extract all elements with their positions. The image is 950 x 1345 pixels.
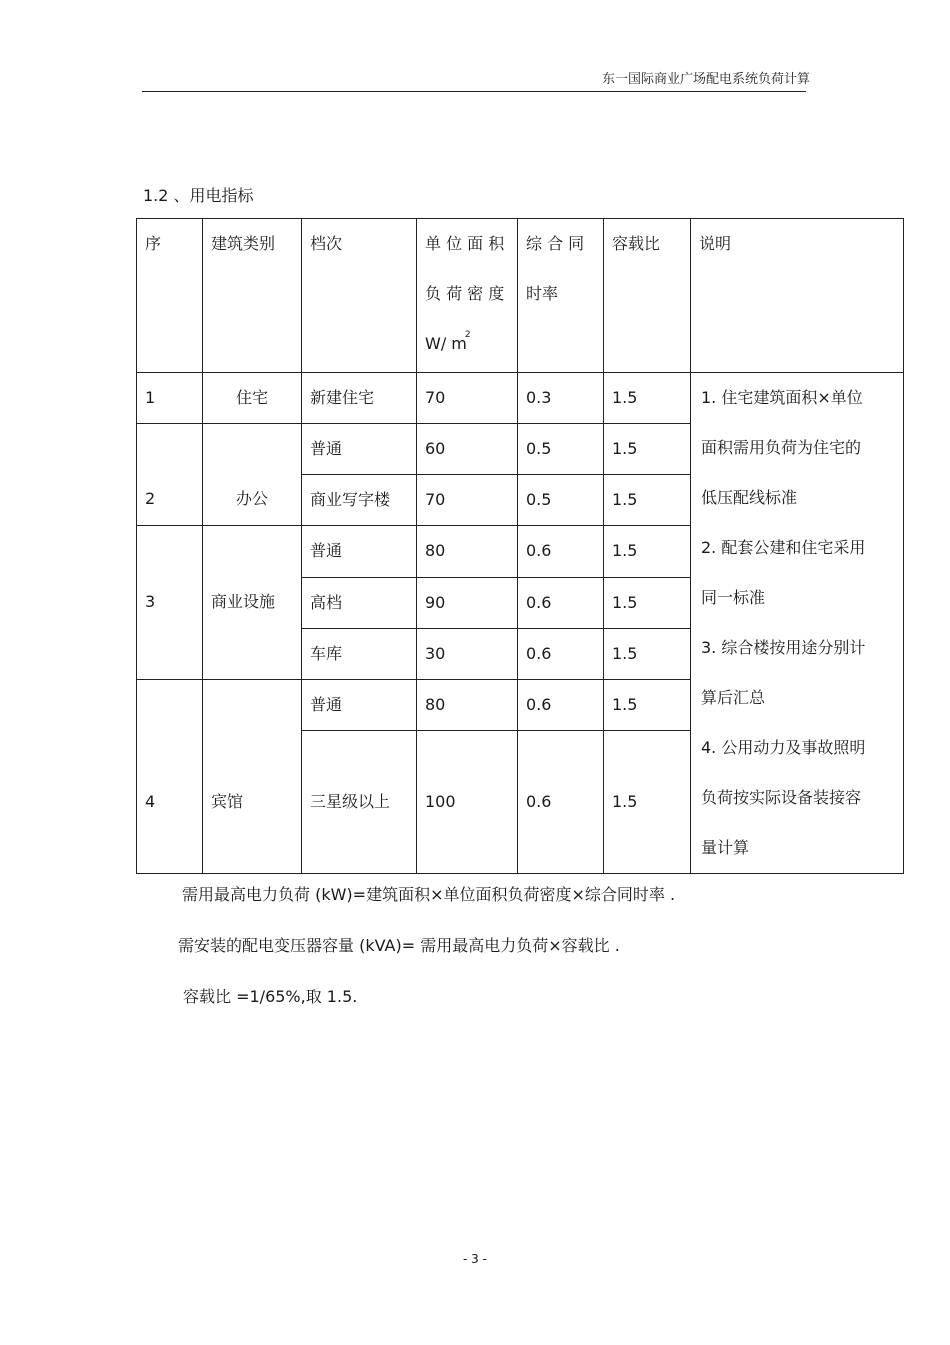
document-header-title: 东一国际商业广场配电系统负荷计算 <box>601 72 810 87</box>
density-cell: 90 <box>417 577 518 628</box>
grade-cell: 三星级以上 <box>302 731 417 874</box>
header-ratio: 容载比 <box>604 219 691 373</box>
header-density-unit: W/ m <box>425 334 467 353</box>
header-density-unit-sup: 2 <box>464 330 471 340</box>
ratio-cell: 1.5 <box>604 373 691 424</box>
header-simultaneity <box>518 219 604 373</box>
formula-capacity-ratio: 容载比 =1/65%,取 1.5. <box>183 987 358 1006</box>
ratio-cell: 1.5 <box>604 526 691 577</box>
ratio-cell: 1.5 <box>604 475 691 526</box>
simultaneity-cell: 0.6 <box>518 577 604 628</box>
ratio-cell: 1.5 <box>604 424 691 475</box>
seq-cell: 2 <box>137 424 203 526</box>
notes-line: 3. 综合楼按用途分别计 <box>701 638 866 657</box>
ratio-cell: 1.5 <box>604 731 691 874</box>
table-header-row <box>137 219 904 373</box>
header-density-line2: 负 荷 密 度 <box>425 284 505 303</box>
grade-cell: 普通 <box>302 424 417 475</box>
ratio-cell: 1.5 <box>604 628 691 679</box>
building-type-cell: 办公 <box>203 424 302 526</box>
density-cell: 30 <box>417 628 518 679</box>
header-load-density <box>417 219 518 373</box>
notes-line: 量计算 <box>701 838 750 857</box>
header-building-type: 建筑类别 <box>203 219 302 373</box>
density-cell: 70 <box>417 373 518 424</box>
notes-line: 同一标准 <box>701 588 766 607</box>
formula-transformer-capacity: 需安装的配电变压器容量 (kVA)= 需用最高电力负荷×容载比 . <box>178 936 620 955</box>
notes-cell <box>691 373 904 874</box>
simultaneity-cell: 0.3 <box>518 373 604 424</box>
notes-line: 低压配线标准 <box>701 488 798 507</box>
notes-line: 4. 公用动力及事故照明 <box>701 738 866 757</box>
grade-cell: 新建住宅 <box>302 373 417 424</box>
grade-cell: 普通 <box>302 679 417 730</box>
grade-cell: 高档 <box>302 577 417 628</box>
simultaneity-cell: 0.6 <box>518 731 604 874</box>
density-cell: 80 <box>417 526 518 577</box>
simultaneity-cell: 0.6 <box>518 526 604 577</box>
header-grade: 档次 <box>302 219 417 373</box>
notes-line: 负荷按实际设备装接容 <box>701 788 862 807</box>
density-cell: 100 <box>417 731 518 874</box>
notes-line: 面积需用负荷为住宅的 <box>701 438 862 457</box>
notes-line: 1. 住宅建筑面积×单位 <box>701 388 863 407</box>
simultaneity-cell: 0.6 <box>518 628 604 679</box>
simultaneity-cell: 0.5 <box>518 475 604 526</box>
header-simultaneity-line2: 时率 <box>526 284 559 303</box>
simultaneity-cell: 0.5 <box>518 424 604 475</box>
seq-cell: 3 <box>137 526 203 679</box>
section-heading: 1.2 、用电指标 <box>143 186 254 205</box>
page-number: - 3 - <box>463 1252 487 1266</box>
header-notes: 说明 <box>691 219 904 373</box>
ratio-cell: 1.5 <box>604 577 691 628</box>
notes-line: 算后汇总 <box>701 688 766 707</box>
notes-line: 2. 配套公建和住宅采用 <box>701 538 866 557</box>
load-index-table <box>136 218 904 874</box>
seq-cell: 4 <box>137 679 203 873</box>
density-cell: 80 <box>417 679 518 730</box>
grade-cell: 商业写字楼 <box>302 475 417 526</box>
formula-max-load: 需用最高电力负荷 (kW)=建筑面积×单位面积负荷密度×综合同时率 . <box>182 885 676 904</box>
building-type-cell: 宾馆 <box>203 679 302 873</box>
header-divider <box>142 91 806 92</box>
grade-cell: 车库 <box>302 628 417 679</box>
header-simultaneity-line1: 综 合 同 <box>526 234 585 253</box>
density-cell: 60 <box>417 424 518 475</box>
grade-cell: 普通 <box>302 526 417 577</box>
simultaneity-cell: 0.6 <box>518 679 604 730</box>
header-density-unit-line <box>425 319 517 372</box>
density-cell: 70 <box>417 475 518 526</box>
header-seq: 序 <box>137 219 203 373</box>
ratio-cell: 1.5 <box>604 679 691 730</box>
header-density-line1: 单 位 面 积 <box>425 234 505 253</box>
building-type-cell: 住宅 <box>203 373 302 424</box>
building-type-cell: 商业设施 <box>203 526 302 679</box>
seq-cell: 1 <box>137 373 203 424</box>
table-row <box>137 373 904 424</box>
